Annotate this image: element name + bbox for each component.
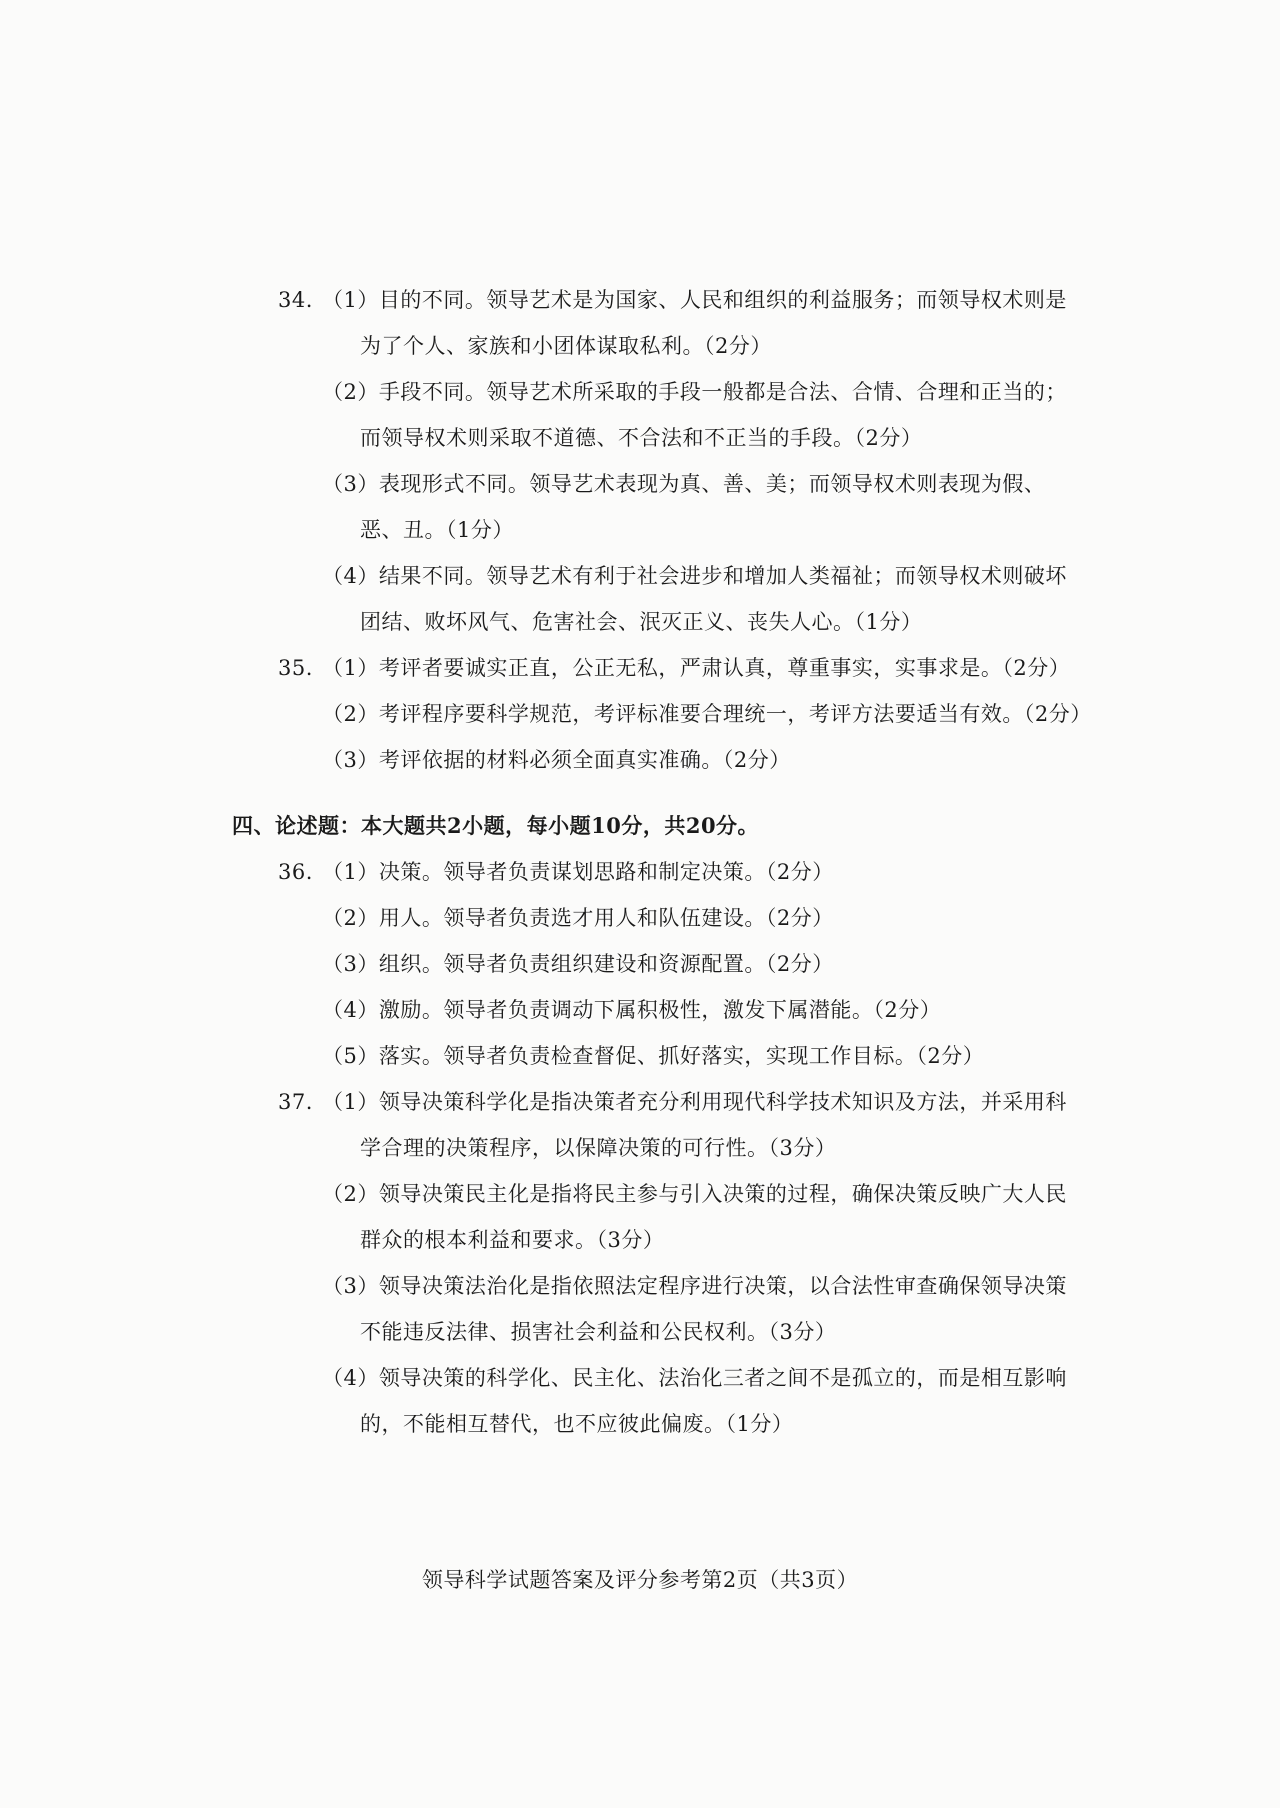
q37-item-1-line-1 [278,1087,1067,1117]
q36-item-5-text-1: 落实。领导者负责检查督促、抓好落实，实现工作目标。（2分） [378,1044,985,1068]
q35-item-2-line-1 [322,699,1092,729]
q35-item-1-label: （1） [322,656,379,680]
q37-item-1-label: （1） [322,1090,379,1114]
q34-item-1-line-1 [278,285,1067,315]
q36-item-1-text-1: 决策。领导者负责谋划思路和制定决策。（2分） [378,860,834,884]
q37-item-2-line-1 [322,1179,1067,1209]
q36-item-2-label: （2） [322,906,379,930]
q34-item-4-label: （4） [322,564,379,588]
q37-item-3-text-2: 不能违反法律、损害社会利益和公民权利。（3分） [360,1320,837,1344]
q37-number: 37. [278,1090,313,1114]
q34-item-1-text-2: 为了个人、家族和小团体谋取私利。（2分） [360,334,772,358]
q36-item-2-line-1 [322,903,834,933]
q34-item-3-text-2: 恶、丑。（1分） [360,518,514,542]
q36-item-4-label: （4） [322,998,379,1022]
q34-item-4-line-1 [322,561,1067,591]
page-footer: 领导科学试题答案及评分参考第2页（共3页） [421,1568,859,1592]
q36-item-5-line-1 [322,1041,984,1071]
q35-item-1-text-1: 考评者要诚实正直，公正无私，严肃认真，尊重事实，实事求是。（2分） [378,656,1071,680]
q37-item-1-text-1: 领导决策科学化是指决策者充分利用现代科学技术知识及方法，并采用科 [378,1090,1067,1114]
q34-item-3-label: （3） [322,472,379,496]
q37-item-3-label: （3） [322,1274,379,1298]
q34-item-2-text-2: 而领导权术则采取不道德、不合法和不正当的手段。（2分） [360,426,923,450]
q37-item-4-line-1 [322,1363,1067,1393]
q35-item-1-line-1 [278,653,1070,683]
q36-item-3-text-1: 组织。领导者负责组织建设和资源配置。（2分） [378,952,834,976]
q37-item-1-text-2: 学合理的决策程序，以保障决策的可行性。（3分） [360,1136,837,1160]
q36-item-1-label: （1） [322,860,379,884]
q37-item-2-label: （2） [322,1182,379,1206]
q36-number: 36. [278,860,313,884]
q36-item-5-label: （5） [322,1044,379,1068]
q34-item-2-label: （2） [322,380,379,404]
q35-item-3-label: （3） [322,748,379,772]
q37-item-4-text-1: 领导决策的科学化、民主化、法治化三者之间不是孤立的，而是相互影响 [378,1366,1067,1390]
q34-number: 34. [278,288,313,312]
q36-item-3-line-1 [322,949,834,979]
q36-item-4-text-1: 激励。领导者负责调动下属积极性，激发下属潜能。（2分） [378,998,942,1022]
q34-item-4-text-1: 结果不同。领导艺术有利于社会进步和增加人类福祉；而领导权术则破坏 [378,564,1067,588]
q34-item-1-label: （1） [322,288,379,312]
q35-number: 35. [278,656,313,680]
q34-item-4-text-2: 团结、败坏风气、危害社会、泯灭正义、丧失人心。（1分） [360,610,923,634]
section-heading: 四、论述题：本大题共2小题，每小题10分，共20分。 [232,813,760,838]
q34-item-3-line-1 [322,469,1045,499]
q36-item-4-line-1 [322,995,941,1025]
q37-item-2-text-1: 领导决策民主化是指将民主参与引入决策的过程，确保决策反映广大人民 [378,1182,1067,1206]
q35-item-3-line-1 [322,745,791,775]
q36-item-2-text-1: 用人。领导者负责选才用人和队伍建设。（2分） [378,906,834,930]
q37-item-3-text-1: 领导决策法治化是指依照法定程序进行决策，以合法性审查确保领导决策 [378,1274,1067,1298]
q37-item-3-line-1 [322,1271,1067,1301]
q37-item-2-text-2: 群众的根本利益和要求。（3分） [360,1228,665,1252]
q35-item-2-text-1: 考评程序要科学规范，考评标准要合理统一，考评方法要适当有效。（2分） [378,702,1092,726]
q36-item-3-label: （3） [322,952,379,976]
q34-item-1-text-1: 目的不同。领导艺术是为国家、人民和组织的利益服务；而领导权术则是 [378,288,1067,312]
q37-item-4-label: （4） [322,1366,379,1390]
q35-item-3-text-1: 考评依据的材料必须全面真实准确。（2分） [378,748,791,772]
q36-item-1-line-1 [278,857,834,887]
q34-item-3-text-1: 表现形式不同。领导艺术表现为真、善、美；而领导权术则表现为假、 [378,472,1046,496]
q35-item-2-label: （2） [322,702,379,726]
q34-item-2-line-1 [322,377,1067,407]
q37-item-4-text-2: 的，不能相互替代，也不应彼此偏废。（1分） [360,1412,794,1436]
q34-item-2-text-1: 手段不同。领导艺术所采取的手段一般都是合法、合情、合理和正当的； [378,380,1067,404]
